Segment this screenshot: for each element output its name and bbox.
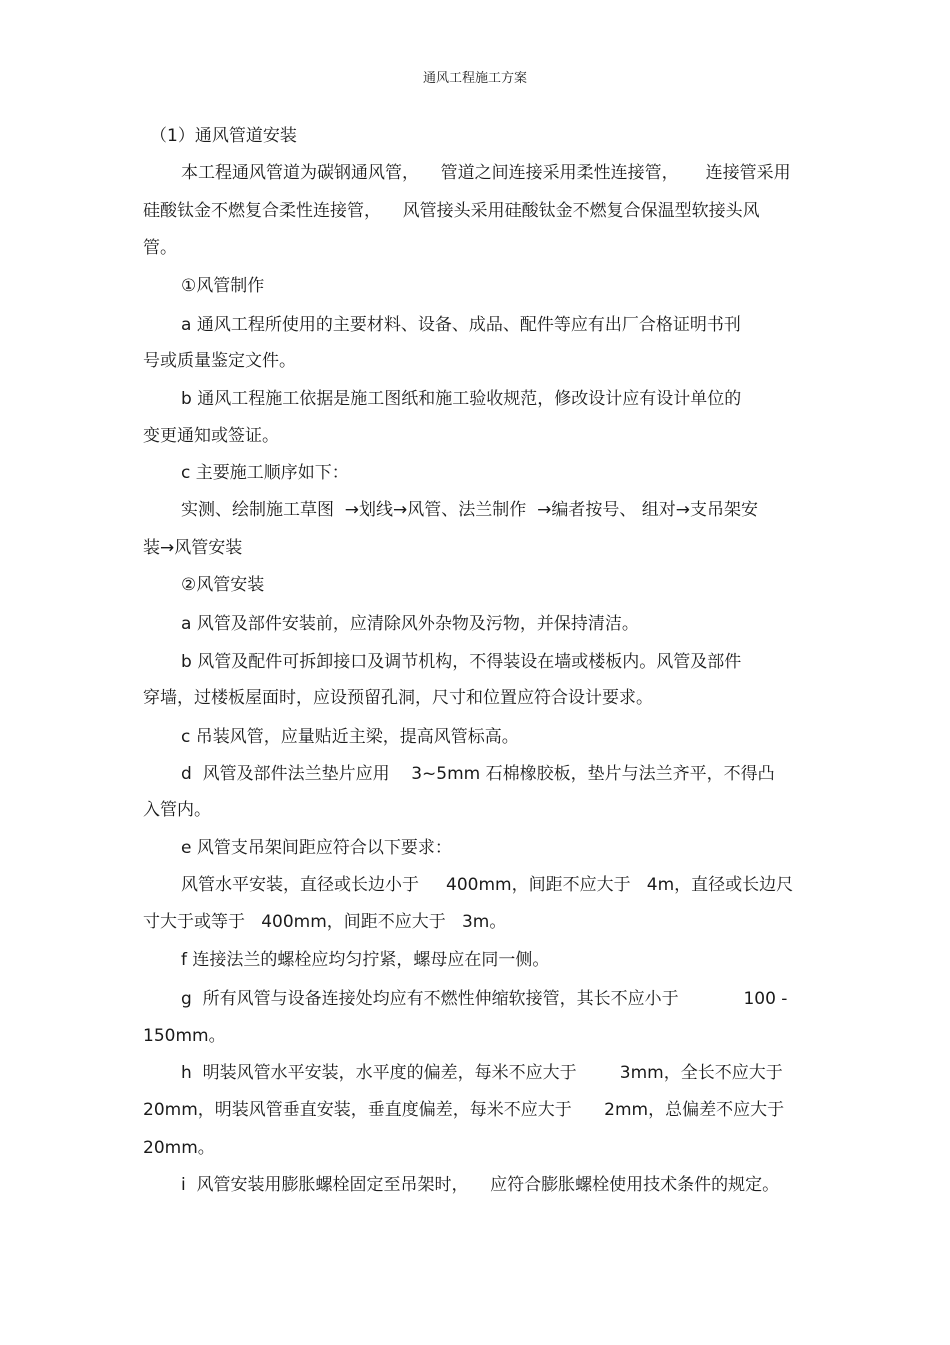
paragraph-line: 150mm。 — [143, 1026, 226, 1046]
paragraph-line: b 风管及配件可拆卸接口及调节机构，不得装设在墙或楼板内。风管及部件 — [181, 652, 742, 672]
paragraph-line: d 风管及部件法兰垫片应用 3~5mm 石棉橡胶板，垫片与法兰齐平，不得凸 — [181, 764, 775, 784]
subsection-heading: ①风管制作 — [181, 276, 265, 296]
paragraph-line: a 通风工程所使用的主要材料、设备、成品、配件等应有出厂合格证明书刊 — [181, 315, 741, 335]
paragraph-line: g 所有风管与设备连接处均应有不燃性伸缩软接管，其长不应小于 100 - — [181, 989, 788, 1009]
paragraph-line: 风管水平安装，直径或长边小于 400mm，间距不应大于 4m，直径或长边尺 — [181, 875, 794, 895]
paragraph-line: 实测、绘制施工草图 →划线→风管、法兰制作 →编者按号、 组对→支吊架安 — [181, 500, 758, 520]
paragraph-line: i 风管安装用膨胀螺栓固定至吊架时， 应符合膨胀螺栓使用技术条件的规定。 — [181, 1175, 780, 1195]
paragraph-line: 变更通知或签证。 — [143, 426, 279, 446]
paragraph-line: 装→风管安装 — [143, 538, 243, 558]
section-heading: （1）通风管道安装 — [150, 126, 297, 146]
paragraph-line: h 明装风管水平安装，水平度的偏差，每米不应大于 3mm，全长不应大于 — [181, 1063, 783, 1083]
paragraph-line: 20mm，明装风管垂直安装，垂直度偏差，每米不应大于 2mm，总偏差不应大于 — [143, 1100, 785, 1120]
subsection-heading: ②风管安装 — [181, 575, 265, 595]
paragraph-line: 穿墙，过楼板屋面时，应设预留孔洞，尺寸和位置应符合设计要求。 — [143, 688, 653, 708]
paragraph-line: 本工程通风管道为碳钢通风管， 管道之间连接采用柔性连接管， 连接管采用 — [181, 163, 791, 183]
paragraph-line: c 吊装风管，应量贴近主梁，提高风管标高。 — [181, 727, 519, 747]
paragraph-line: 号或质量鉴定文件。 — [143, 351, 296, 371]
paragraph-line: 20mm。 — [143, 1138, 215, 1158]
paragraph-line: f 连接法兰的螺栓应均匀拧紧，螺母应在同一侧。 — [181, 950, 550, 970]
paragraph-line: c 主要施工顺序如下： — [181, 463, 349, 483]
paragraph-line: e 风管支吊架间距应符合以下要求： — [181, 838, 452, 858]
paragraph-line: 入管内。 — [143, 800, 211, 820]
paragraph-line: a 风管及部件安装前，应清除风外杂物及污物，并保持清洁。 — [181, 614, 639, 634]
page-header: 通风工程施工方案 — [422, 71, 527, 86]
paragraph-line: b 通风工程施工依据是施工图纸和施工验收规范，修改设计应有设计单位的 — [181, 389, 742, 409]
paragraph-line: 寸大于或等于 400mm，间距不应大于 3m。 — [143, 912, 507, 932]
paragraph-line: 管。 — [143, 238, 177, 258]
paragraph-line: 硅酸钛金不燃复合柔性连接管， 风管接头采用硅酸钛金不燃复合保温型软接头风 — [143, 201, 760, 221]
